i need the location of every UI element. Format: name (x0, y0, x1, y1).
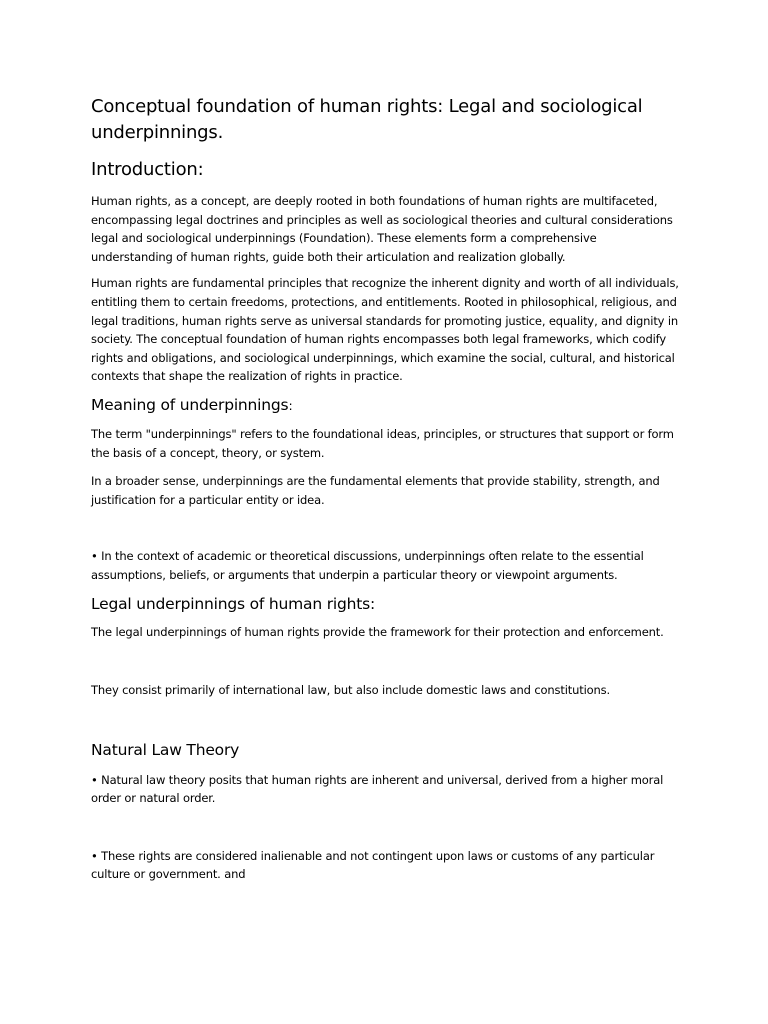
natural-law-bullet-2: • These rights are considered inalienable and not contingent upon laws or customs of any particular culture or government. and (91, 848, 655, 882)
heading-meaning-text: Meaning of underpinnings (91, 395, 289, 414)
meaning-paragraph-1: The term "underpinnings" refers to the foundational ideas, principles, or structures that support or form the basis of a concept, theory, or system. (91, 426, 674, 460)
heading-introduction: Introduction: (91, 159, 204, 180)
heading-legal-underpinnings: Legal underpinnings of human rights: (91, 594, 376, 613)
legal-paragraph-2: They consist primarily of international law, but also include domestic laws and constitutions. (91, 683, 611, 698)
natural-law-bullet-1: • Natural law theory posits that human rights are inherent and universal, derived from a higher moral order or natural order. (91, 772, 664, 806)
heading-natural-law-theory: Natural Law Theory (91, 740, 240, 759)
intro-paragraph-1: Human rights, as a concept, are deeply rooted in both foundations of human rights are multifaceted, encompassing legal doctrines and principles as well as sociological theories and cultural considerations legal and sociological underpinnings (Foundation). These elements form a comprehensive understanding of human rights, guide both their articulation and realization globally. (91, 194, 673, 264)
meaning-bullet: • In the context of academic or theoretical discussions, underpinnings often relate to the essential assumptions, beliefs, or arguments that underpin a particular theory or viewpoint arguments. (91, 549, 644, 582)
legal-paragraph-1: The legal underpinnings of human rights provide the framework for their protection and enforcement. (91, 624, 664, 639)
document-title: Conceptual foundation of human rights: Legal and sociological underpinnings. (91, 96, 643, 143)
meaning-paragraph-2: In a broader sense, underpinnings are the fundamental elements that provide stability, strength, and justification for a particular entity or idea. (91, 474, 660, 507)
heading-meaning-of-underpinnings (91, 394, 681, 417)
document-body (91, 94, 681, 884)
intro-paragraph-2: Human rights are fundamental principles that recognize the inherent dignity and worth of all individuals, entitling them to certain freedoms, protections, and entitlements. Rooted in philosophical, religious, and legal traditions, human rights serve as universal standards for promoting justice, equality, and dignity in society. The conceptual foundation of human rights encompasses both legal frameworks, which codify rights and obligations, and sociological underpinnings, which examine the social, cultural, and historical contexts that shape the realization of rights in practice. (91, 276, 679, 384)
heading-meaning-colon: : (288, 397, 293, 413)
